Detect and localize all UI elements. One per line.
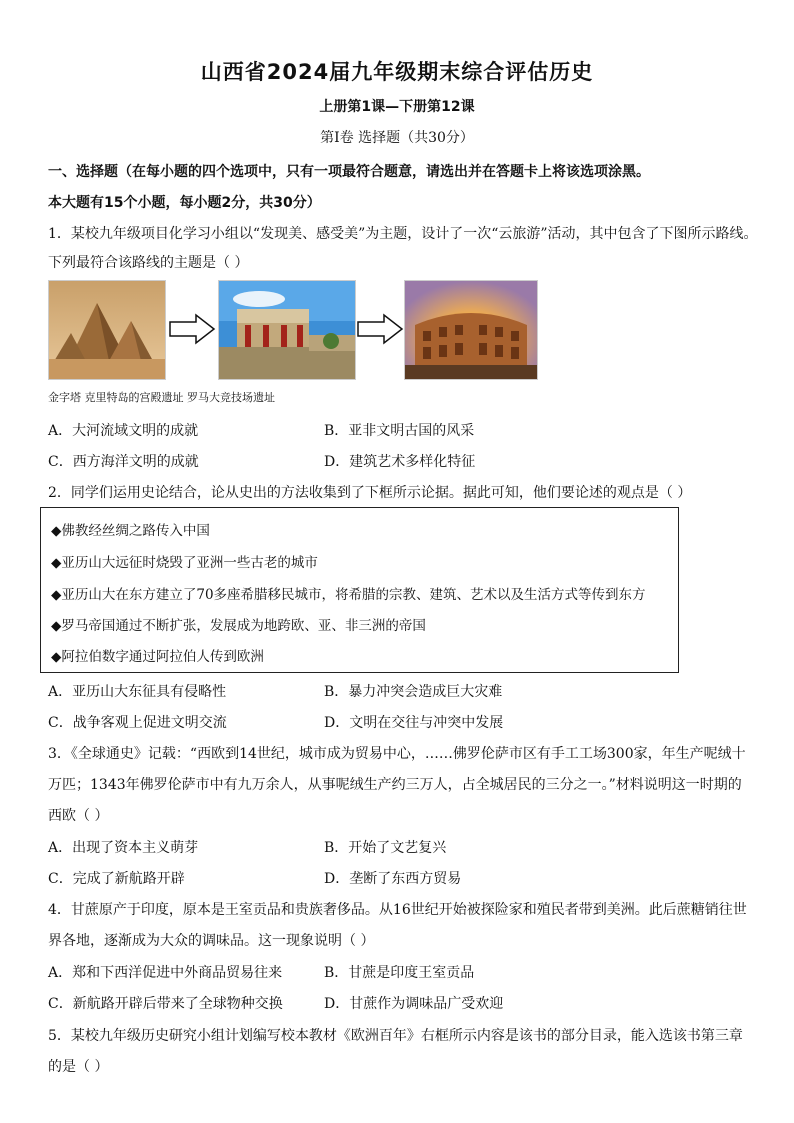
q3-option-a[interactable]: A．出现了资本主义萌芽 xyxy=(48,840,199,856)
q3-stem-line1: 3．《全球通史》记载：“西欧到14世纪，城市成为贸易中心，……佛罗伦萨市区有手工工场300家，年生产呢绒十 xyxy=(48,746,746,762)
q2-option-a[interactable]: A．亚历山大东征具有侵略性 xyxy=(48,684,227,700)
q3-option-d[interactable]: D．垄断了东西方贸易 xyxy=(324,871,462,887)
q3-stem-line3: 西欧（ ） xyxy=(48,808,109,824)
q1-option-c[interactable]: C．西方海洋文明的成就 xyxy=(48,454,199,470)
q3-option-b[interactable]: B．开始了文艺复兴 xyxy=(324,840,447,856)
q3-option-c[interactable]: C．完成了新航路开辟 xyxy=(48,871,185,887)
q4-option-d[interactable]: D．甘蔗作为调味品广受欢迎 xyxy=(324,996,504,1012)
q2-evidence-box xyxy=(40,507,679,673)
q2-evidence-item: ◆罗马帝国通过不断扩张，发展成为地跨欧、亚、非三洲的帝国 xyxy=(51,618,426,634)
q2-option-c[interactable]: C．战争客观上促进文明交流 xyxy=(48,715,227,731)
q1-stem-line1: 1．某校九年级项目化学习小组以“发现美、感受美”为主题，设计了一次“云旅游”活动，其中包含了下图所示路线。 xyxy=(48,226,758,242)
q1-option-d[interactable]: D．建筑艺术多样化特征 xyxy=(324,454,476,470)
q2-stem: 2．同学们运用史论结合，论从史出的方法收集到了下框所示论据。据此可知，他们要论述的观点是（ ） xyxy=(48,485,692,501)
q2-evidence-item: ◆佛教经丝绸之路传入中国 xyxy=(51,523,210,539)
q2-evidence-item: ◆亚历山大远征时烧毁了亚洲一些古老的城市 xyxy=(51,555,318,571)
q4-option-c[interactable]: C．新航路开辟后带来了全球物种交换 xyxy=(48,996,283,1012)
arrow-right-icon xyxy=(168,313,216,345)
section-instruction-line1: 一、选择题（在每小题的四个选项中，只有一项最符合题意，请选出并在答题卡上将该选项涂黑。 xyxy=(48,164,650,180)
exam-scope: 上册第1课—下册第12课 xyxy=(319,99,475,115)
exam-title: 山西省2024届九年级期末综合评估历史 xyxy=(200,60,594,84)
q4-stem-line2: 界各地，逐渐成为大众的调味品。这一现象说明（ ） xyxy=(48,933,375,949)
q2-option-d[interactable]: D．文明在交往与冲突中发展 xyxy=(324,715,504,731)
q3-stem-line2: 万匹；1343年佛罗伦萨市中有九万余人，从事呢绒生产约三万人，占全城居民的三分之一。”材料说明这一时期的 xyxy=(48,777,742,793)
q5-stem-line1: 5．某校九年级历史研究小组计划编写校本教材《欧洲百年》右框所示内容是该书的部分目录，能入选该书第三章 xyxy=(48,1028,743,1044)
q2-evidence-item: ◆亚历山大在东方建立了70多座希腊移民城市，将希腊的宗教、建筑、艺术以及生活方式等传到东方 xyxy=(51,587,646,603)
q1-image-caption: 金字塔 克里特岛的宫殿遗址 罗马大竞技场遗址 xyxy=(48,391,275,404)
q4-stem-line1: 4．甘蔗原产于印度，原本是王室贡品和贵族奢侈品。从16世纪开始被探险家和殖民者带到美洲。此后蔗糖销往世 xyxy=(48,902,747,918)
knossos-palace-image xyxy=(218,280,356,380)
q1-option-b[interactable]: B．亚非文明古国的风采 xyxy=(324,423,475,439)
q1-option-a[interactable]: A．大河流域文明的成就 xyxy=(48,423,199,439)
q4-option-a[interactable]: A．郑和下西洋促进中外商品贸易往来 xyxy=(48,965,283,981)
pyramids-image xyxy=(48,280,166,380)
q2-option-b[interactable]: B．暴力冲突会造成巨大灾难 xyxy=(324,684,503,700)
colosseum-image xyxy=(404,280,538,380)
volume-heading: 第Ⅰ卷 选择题（共30分） xyxy=(320,130,474,146)
q4-option-b[interactable]: B．甘蔗是印度王室贡品 xyxy=(324,965,475,981)
q2-evidence-item: ◆阿拉伯数字通过阿拉伯人传到欧洲 xyxy=(51,649,264,665)
arrow-right-icon xyxy=(356,313,404,345)
q1-stem-line2: 下列最符合该路线的主题是（ ） xyxy=(48,255,249,271)
section-instruction-line2: 本大题有15个小题，每小题2分，共30分） xyxy=(48,195,321,211)
q5-stem-line2: 的是（ ） xyxy=(48,1059,109,1075)
